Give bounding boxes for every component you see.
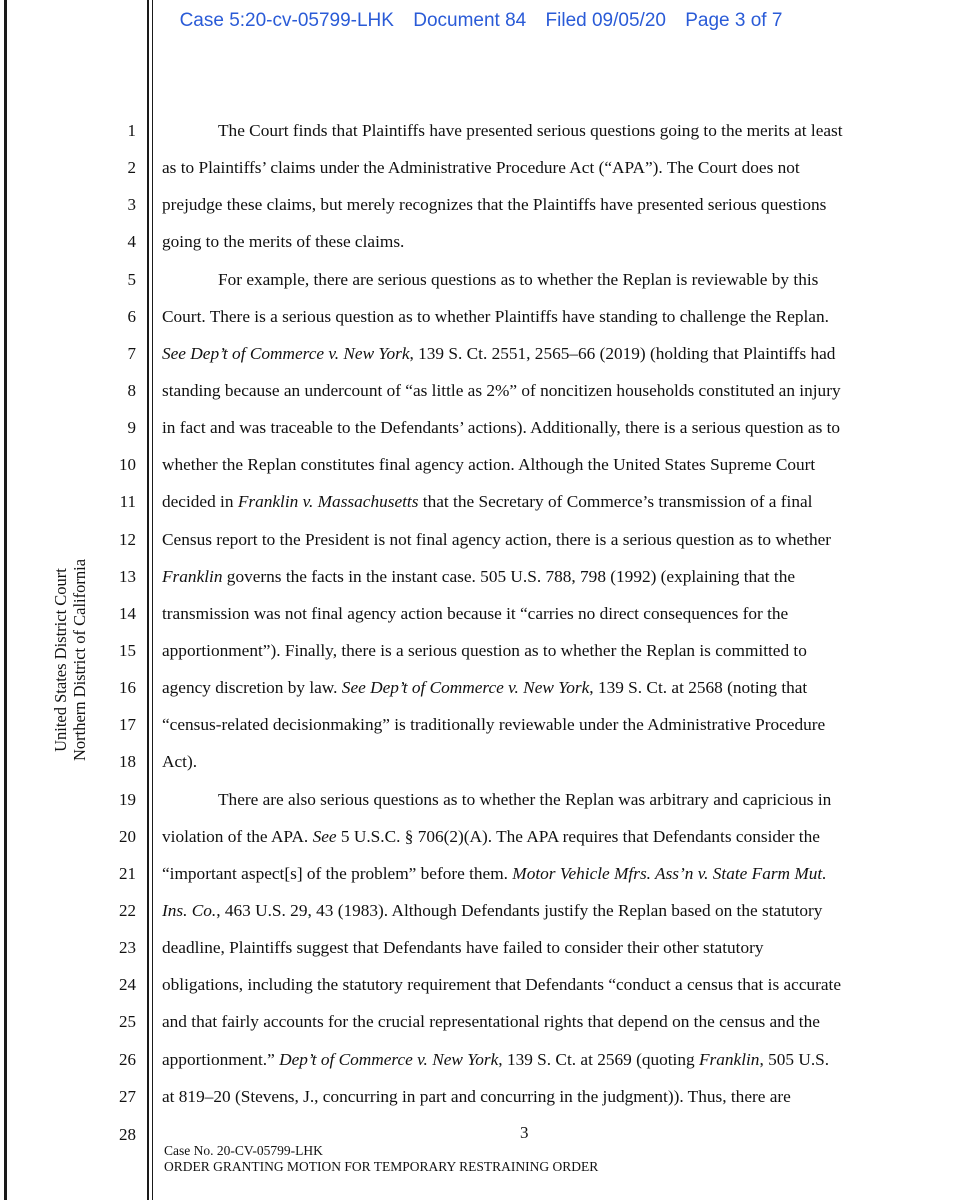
text-line: “census-related decisionmaking” is traditionally reviewable under the Administrative Procedure	[162, 715, 826, 735]
line-number: 22	[119, 900, 136, 920]
text-line: and that fairly accounts for the crucial representational rights that depend on the census and the	[162, 1012, 820, 1032]
text-line: agency discretion by law. See Dep’t of Commerce v. New York, 139 S. Ct. at 2568 (noting that	[162, 678, 808, 698]
line-number: 15	[119, 640, 136, 660]
line-number: 21	[119, 863, 136, 883]
line-number: 24	[119, 975, 136, 995]
line-number: 9	[127, 418, 136, 438]
line-number: 16	[119, 678, 136, 698]
court-district: Northern District of California	[70, 558, 90, 762]
text-line: prejudge these claims, but merely recognizes that the Plaintiffs have presented serious questions	[162, 195, 827, 215]
text-line: decided in Franklin v. Massachusetts that the Secretary of Commerce’s transmission of a final	[162, 492, 813, 512]
line-number-last: 28	[119, 1125, 136, 1144]
text-line: There are also serious questions as to whether the Replan was arbitrary and capricious in	[218, 789, 832, 809]
gutter-rule	[147, 0, 149, 1200]
line-number: 5	[127, 269, 136, 289]
text-line: violation of the APA. See 5 U.S.C. § 706(2)(A). The APA requires that Defendants consider the	[162, 826, 820, 846]
line-number: 18	[119, 752, 136, 772]
header-page-count: Page 3 of 7	[685, 10, 783, 31]
line-number: 11	[119, 492, 136, 512]
line-number: 14	[119, 603, 136, 623]
text-line: See Dep’t of Commerce v. New York, 139 S. Ct. 2551, 2565–66 (2019) (holding that Plaintiffs had	[162, 343, 836, 363]
text-line: as to Plaintiffs’ claims under the Administrative Procedure Act (“APA”). The Court does not	[162, 158, 800, 178]
line-number: 7	[127, 343, 136, 363]
text-line: obligations, including the statutory requirement that Defendants “conduct a census that is accurate	[162, 975, 842, 995]
line-number: 17	[119, 715, 136, 735]
text-line: deadline, Plaintiffs suggest that Defendants have failed to consider their other statutory	[162, 938, 764, 958]
line-numbers	[96, 112, 136, 1115]
footer-title: ORDER GRANTING MOTION FOR TEMPORARY RESTRAINING ORDER	[164, 1159, 599, 1174]
line-number: 6	[127, 306, 136, 326]
text-line: The Court finds that Plaintiffs have presented serious questions going to the merits at least	[218, 121, 843, 140]
line-number: 19	[119, 789, 136, 809]
text-line: Act).	[162, 752, 198, 772]
line-number: 12	[119, 529, 136, 549]
text-line: apportionment”). Finally, there is a serious question as to whether the Replan is committed to	[162, 640, 807, 660]
line-number: 2	[127, 158, 136, 178]
footer	[164, 1143, 598, 1175]
text-line: transmission was not final agency action because it “carries no direct consequences for the	[162, 603, 789, 623]
ecf-header	[0, 10, 962, 32]
footer-case-number: Case No. 20-CV-05799-LHK	[164, 1143, 323, 1158]
text-line: Court. There is a serious question as to whether Plaintiffs have standing to challenge the Replan.	[162, 306, 829, 326]
text-line: standing because an undercount of “as little as 2%” of noncitizen households constituted an injury	[162, 380, 841, 400]
body-text	[162, 112, 908, 1115]
text-line: For example, there are serious questions as to whether the Replan is reviewable by this	[218, 269, 819, 289]
text-line: apportionment.” Dep’t of Commerce v. New York, 139 S. Ct. at 2569 (quoting Franklin, 505 U.S.	[162, 1049, 830, 1069]
court-name: United States District Court	[51, 568, 71, 752]
line-number: 4	[127, 232, 136, 252]
gutter-rule-inner	[152, 0, 153, 1200]
line-number: 1	[127, 121, 136, 140]
text-line: Ins. Co., 463 U.S. 29, 43 (1983). Although Defendants justify the Replan based on the statutory	[162, 900, 823, 920]
page-number: 3	[520, 1123, 529, 1142]
line-number: 3	[127, 195, 136, 215]
text-line: in fact and was traceable to the Defendants’ actions). Additionally, there is a serious question as to	[162, 418, 841, 438]
header-filed-date: Filed 09/05/20	[545, 10, 666, 31]
line-number: 8	[127, 380, 136, 400]
line-number: 13	[119, 566, 136, 586]
text-line: Census report to the President is not final agency action, there is a serious question as to whether	[162, 529, 832, 549]
text-line: whether the Replan constitutes final agency action. Although the United States Supreme Court	[162, 455, 816, 475]
line-number: 20	[119, 826, 136, 846]
line-number: 27	[119, 1086, 136, 1106]
page-left-border	[4, 0, 7, 1200]
text-line: Franklin governs the facts in the instant case. 505 U.S. 788, 798 (1992) (explaining that the	[162, 566, 796, 586]
text-line: going to the merits of these claims.	[162, 232, 405, 252]
line-number: 25	[119, 1012, 136, 1032]
line-number: 23	[119, 938, 136, 958]
court-side-caption	[48, 540, 92, 780]
header-document-number: Document 84	[413, 10, 527, 31]
header-case-number: Case 5:20-cv-05799-LHK	[179, 10, 394, 31]
line-number: 26	[119, 1049, 136, 1069]
text-line: at 819–20 (Stevens, J., concurring in part and concurring in the judgment)). Thus, there are	[162, 1086, 791, 1106]
line-number: 10	[119, 455, 136, 475]
text-line: “important aspect[s] of the problem” before them. Motor Vehicle Mfrs. Ass’n v. State Farm Mut.	[162, 863, 827, 883]
